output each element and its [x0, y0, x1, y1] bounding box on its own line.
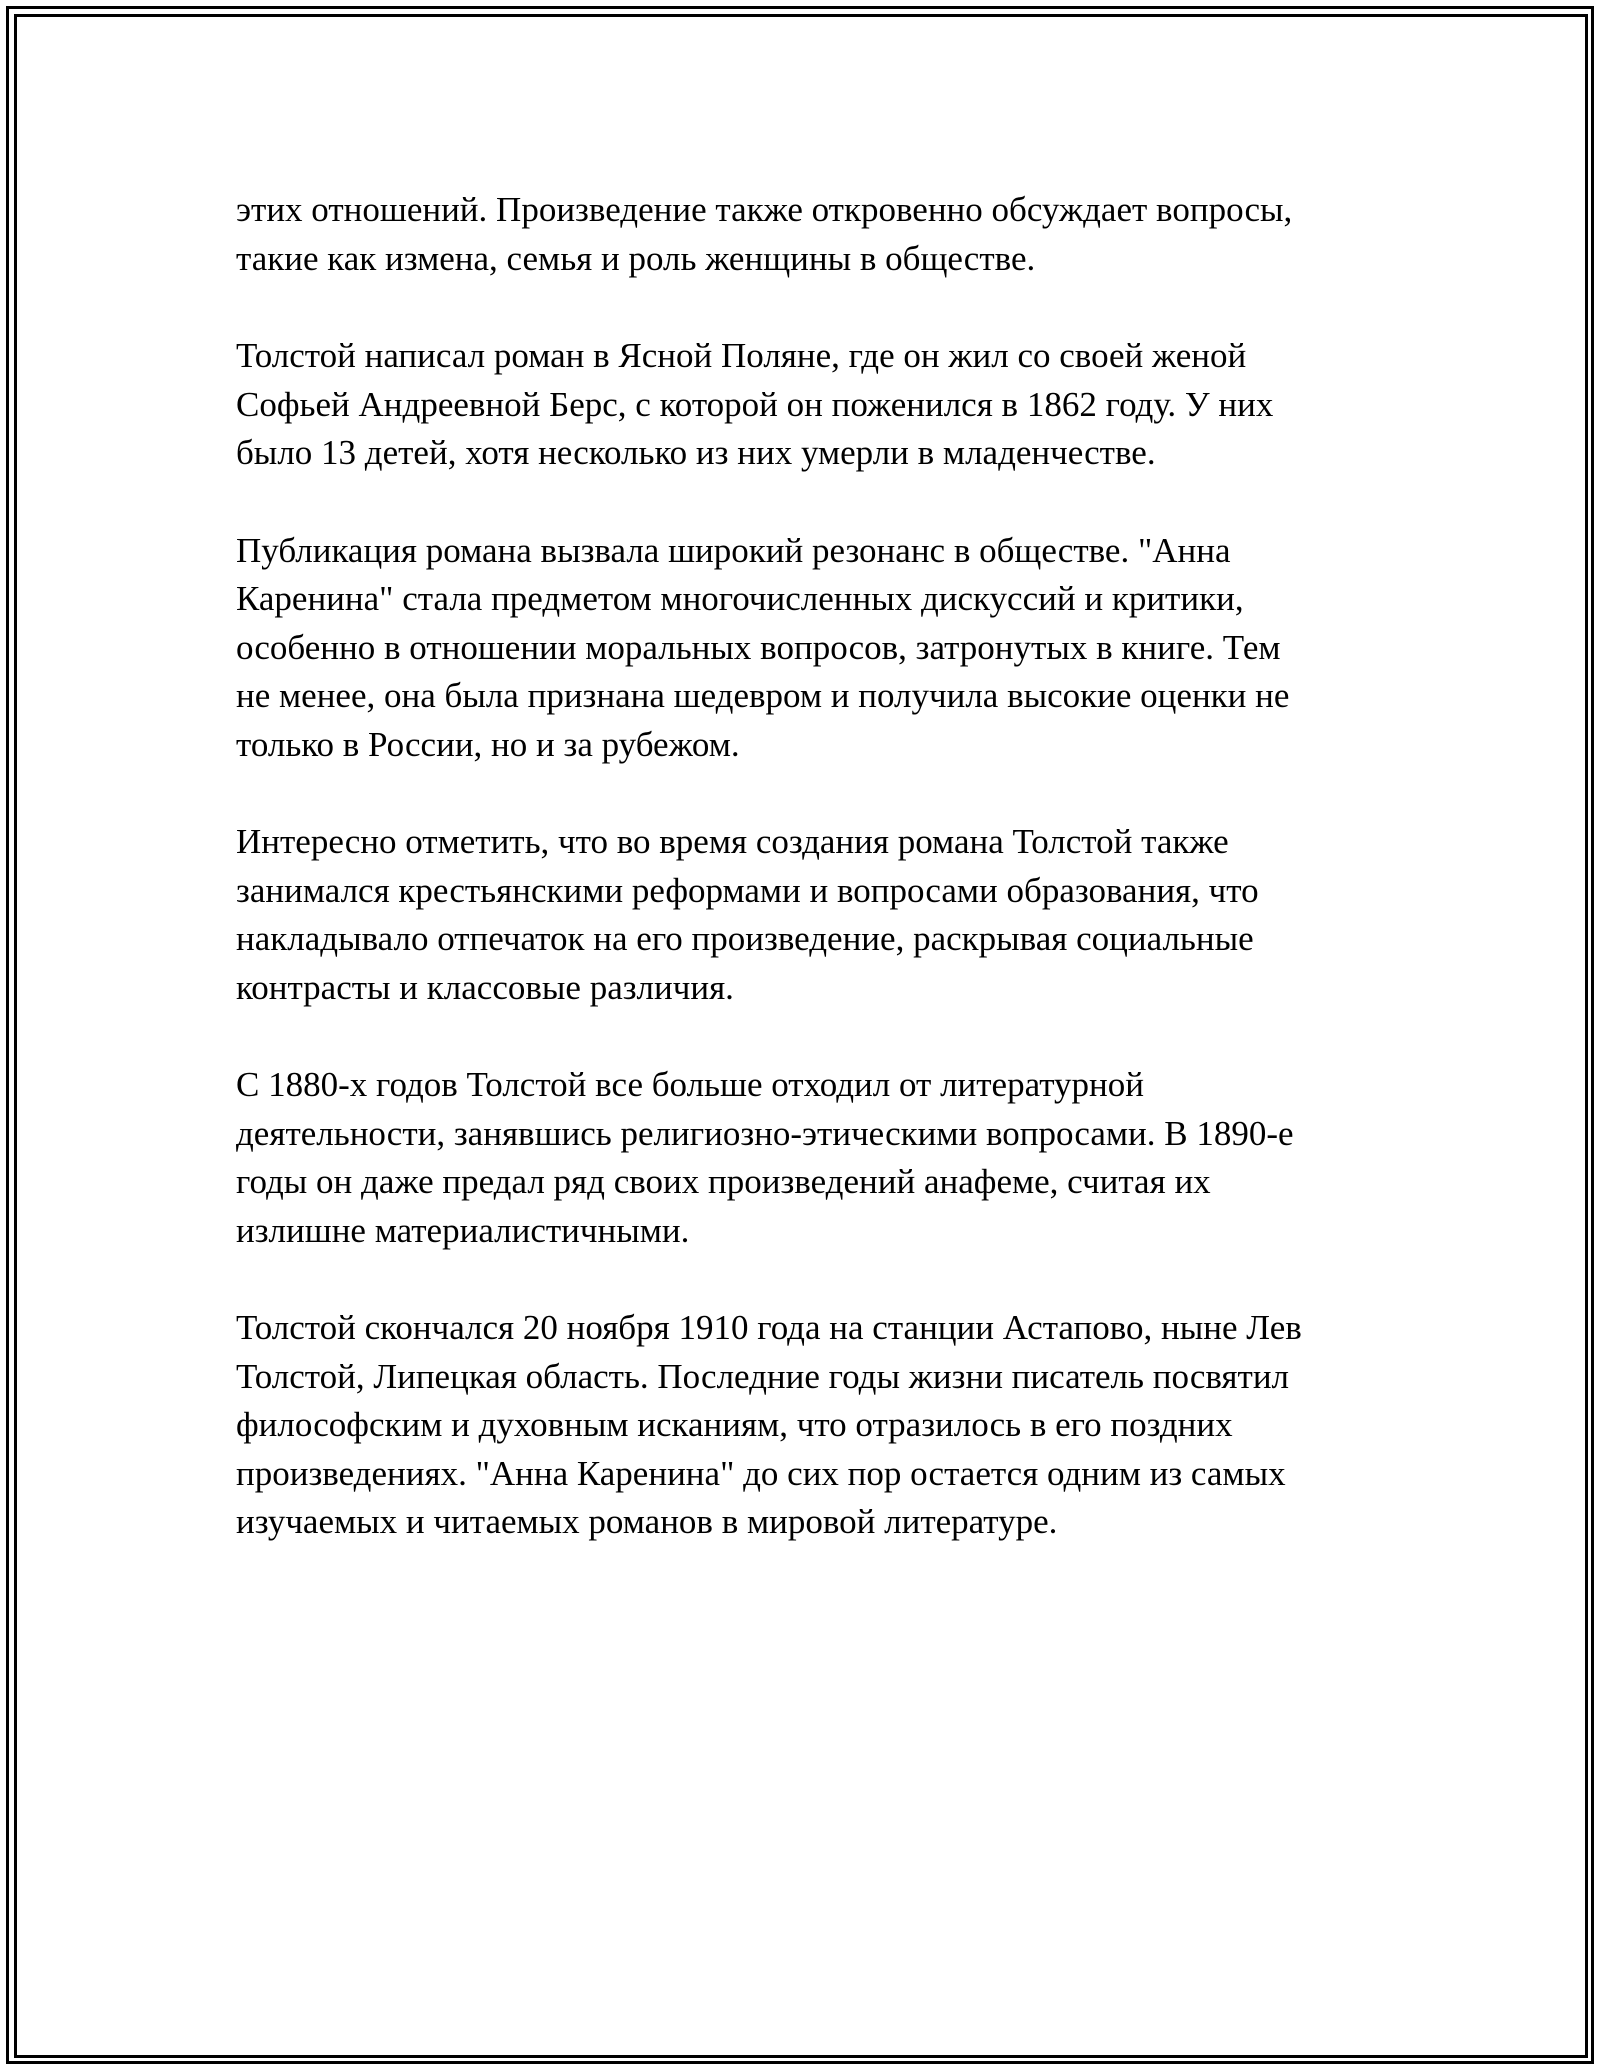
document-body: [236, 186, 1376, 1596]
paragraph: Толстой скончался 20 ноября 1910 года на станции Астапово, ныне Лев Толстой, Липецкая область. Последние годы жизни писатель посвятил философским и духовным исканиям, что отразилось в его поздних произведениях. "Анна Каренина" до сих пор остается одним из самых изучаемых и читаемых романов в мировой литературе.: [236, 1308, 1302, 1541]
paragraph: Толстой написал роман в Ясной Поляне, где он жил со своей женой Софьей Андреевной Берс, с которой он поженился в 1862 году. У них было 13 детей, хотя несколько из них умерли в младенчестве.: [236, 336, 1274, 472]
paragraph: Интересно отметить, что во время создания романа Толстой также занимался крестьянскими реформами и вопросами образования, что накладывало отпечаток на его произведение, раскрывая социальные контрасты и классовые различия.: [236, 822, 1259, 1007]
paragraph: Публикация романа вызвала широкий резонанс в обществе. "Анна Каренина" стала предметом многочисленных дискуссий и критики, особенно в отношении моральных вопросов, затронутых в книге. Тем не менее, она была признана шедевром и получила высокие оценки не только в России, но и за рубежом.: [236, 530, 1290, 764]
paragraph: этих отношений. Произведение также откровенно обсуждает вопросы, такие как измена, семья и роль женщины в обществе.: [236, 190, 1293, 278]
paragraph: С 1880-х годов Толстой все больше отходил от литературной деятельности, занявшись религиозно-этическими вопросами. В 1890-е годы он даже предал ряд своих произведений анафеме, считая их излишне материалистичными.: [236, 1065, 1294, 1250]
